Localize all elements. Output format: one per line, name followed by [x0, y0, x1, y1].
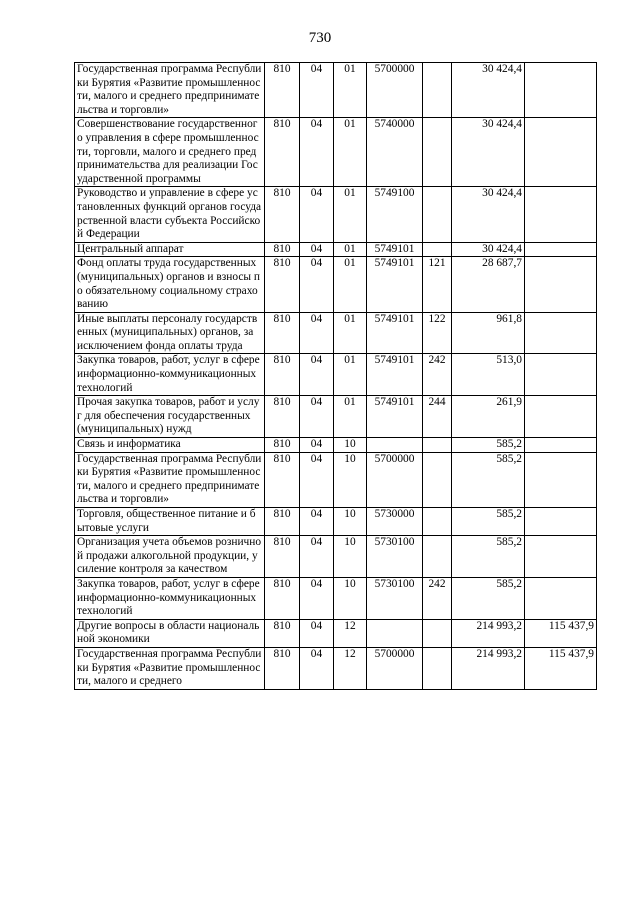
- expense-type-code: [423, 536, 452, 578]
- amount-cell: 28 687,7: [452, 257, 525, 312]
- row-name: Центральный аппарат: [75, 242, 265, 257]
- amount-cell: [525, 452, 597, 507]
- amount-cell: [525, 508, 597, 536]
- subsection-code: 01: [334, 396, 367, 438]
- target-article-code: 5730100: [367, 577, 423, 619]
- expense-type-code: [423, 619, 452, 647]
- subsection-code: 10: [334, 452, 367, 507]
- section-code: 04: [300, 312, 334, 354]
- target-article-code: 5749101: [367, 354, 423, 396]
- ministry-code: 810: [265, 438, 300, 453]
- amount-cell: 513,0: [452, 354, 525, 396]
- expense-type-code: [423, 63, 452, 118]
- subsection-code: 12: [334, 619, 367, 647]
- subsection-code: 10: [334, 508, 367, 536]
- table-row: [75, 396, 597, 438]
- table-row: [75, 257, 597, 312]
- target-article-code: 5730100: [367, 536, 423, 578]
- section-code: 04: [300, 396, 334, 438]
- section-code: 04: [300, 508, 334, 536]
- row-name: Иные выплаты персоналу государственных (муниципальных) органов, за исключением фонда оплаты труда: [75, 312, 265, 354]
- table-row: [75, 536, 597, 578]
- section-code: 04: [300, 536, 334, 578]
- amount-cell: 214 993,2: [452, 647, 525, 689]
- amount-cell: [525, 354, 597, 396]
- section-code: 04: [300, 438, 334, 453]
- subsection-code: 01: [334, 118, 367, 187]
- amount-cell: [525, 63, 597, 118]
- ministry-code: 810: [265, 452, 300, 507]
- table-row: [75, 354, 597, 396]
- amount-cell: 585,2: [452, 536, 525, 578]
- ministry-code: 810: [265, 647, 300, 689]
- subsection-code: 10: [334, 536, 367, 578]
- row-name: Другие вопросы в области национальной экономики: [75, 619, 265, 647]
- amount-cell: 261,9: [452, 396, 525, 438]
- amount-cell: 115 437,9: [525, 619, 597, 647]
- table-row: [75, 452, 597, 507]
- ministry-code: 810: [265, 257, 300, 312]
- amount-cell: [525, 438, 597, 453]
- amount-cell: [525, 118, 597, 187]
- table-row: [75, 242, 597, 257]
- row-name: Государственная программа Республики Бурятия «Развитие промышленности, малого и среднего предпринимательства и торговли»: [75, 63, 265, 118]
- table-row: [75, 63, 597, 118]
- table-row: [75, 312, 597, 354]
- row-name: Прочая закупка товаров, работ и услуг для обеспечения государственных (муниципальных) нужд: [75, 396, 265, 438]
- row-name: Связь и информатика: [75, 438, 265, 453]
- amount-cell: 30 424,4: [452, 63, 525, 118]
- row-name: Государственная программа Республики Бурятия «Развитие промышленности, малого и среднего: [75, 647, 265, 689]
- section-code: 04: [300, 257, 334, 312]
- page-number: 730: [308, 30, 332, 46]
- expense-type-code: [423, 508, 452, 536]
- target-article-code: 5749100: [367, 187, 423, 242]
- row-name: Государственная программа Республики Бурятия «Развитие промышленности, малого и среднего предпринимательства и торговли»: [75, 452, 265, 507]
- table-row: [75, 647, 597, 689]
- target-article-code: 5749101: [367, 312, 423, 354]
- expense-type-code: [423, 242, 452, 257]
- table-row: [75, 619, 597, 647]
- ministry-code: 810: [265, 242, 300, 257]
- subsection-code: 01: [334, 257, 367, 312]
- amount-cell: [525, 242, 597, 257]
- section-code: 04: [300, 242, 334, 257]
- section-code: 04: [300, 187, 334, 242]
- amount-cell: [525, 187, 597, 242]
- target-article-code: 5700000: [367, 63, 423, 118]
- amount-cell: 30 424,4: [452, 118, 525, 187]
- target-article-code: 5749101: [367, 257, 423, 312]
- table-row: [75, 438, 597, 453]
- target-article-code: [367, 438, 423, 453]
- table-row: [75, 118, 597, 187]
- ministry-code: 810: [265, 187, 300, 242]
- expense-type-code: [423, 452, 452, 507]
- section-code: 04: [300, 452, 334, 507]
- amount-cell: 30 424,4: [452, 187, 525, 242]
- row-name: Организация учета объемов розничной продажи алкогольной продукции, усиление контроля за качеством: [75, 536, 265, 578]
- ministry-code: 810: [265, 619, 300, 647]
- section-code: 04: [300, 619, 334, 647]
- ministry-code: 810: [265, 63, 300, 118]
- subsection-code: 12: [334, 647, 367, 689]
- amount-cell: [525, 577, 597, 619]
- expense-type-code: 244: [423, 396, 452, 438]
- row-name: Закупка товаров, работ, услуг в сфере информационно-коммуникационных технологий: [75, 577, 265, 619]
- amount-cell: [525, 312, 597, 354]
- amount-cell: 30 424,4: [452, 242, 525, 257]
- target-article-code: 5730000: [367, 508, 423, 536]
- amount-cell: 585,2: [452, 508, 525, 536]
- subsection-code: 10: [334, 438, 367, 453]
- ministry-code: 810: [265, 118, 300, 187]
- target-article-code: 5749101: [367, 396, 423, 438]
- section-code: 04: [300, 63, 334, 118]
- target-article-code: 5740000: [367, 118, 423, 187]
- amount-cell: 585,2: [452, 452, 525, 507]
- subsection-code: 01: [334, 187, 367, 242]
- row-name: Закупка товаров, работ, услуг в сфере информационно-коммуникационных технологий: [75, 354, 265, 396]
- row-name: Руководство и управление в сфере установленных функций органов государственной власти субъекта Российской Федерации: [75, 187, 265, 242]
- section-code: 04: [300, 354, 334, 396]
- expense-type-code: 122: [423, 312, 452, 354]
- table-row: [75, 577, 597, 619]
- target-article-code: [367, 619, 423, 647]
- amount-cell: 115 437,9: [525, 647, 597, 689]
- target-article-code: 5700000: [367, 647, 423, 689]
- amount-cell: 961,8: [452, 312, 525, 354]
- amount-cell: [525, 257, 597, 312]
- subsection-code: 01: [334, 242, 367, 257]
- expense-type-code: [423, 187, 452, 242]
- expense-type-code: 242: [423, 354, 452, 396]
- expense-type-code: [423, 438, 452, 453]
- table-row: [75, 187, 597, 242]
- table-body: [75, 63, 597, 690]
- expense-type-code: 242: [423, 577, 452, 619]
- section-code: 04: [300, 647, 334, 689]
- ministry-code: 810: [265, 577, 300, 619]
- budget-table: [74, 62, 597, 690]
- row-name: Совершенствование государственного управления в сфере промышленности, торговли, малого и среднего предпринимательства для реализации Государственной программы: [75, 118, 265, 187]
- section-code: 04: [300, 577, 334, 619]
- ministry-code: 810: [265, 396, 300, 438]
- amount-cell: [525, 396, 597, 438]
- table-row: [75, 508, 597, 536]
- target-article-code: 5700000: [367, 452, 423, 507]
- amount-cell: 585,2: [452, 438, 525, 453]
- section-code: 04: [300, 118, 334, 187]
- expense-type-code: [423, 118, 452, 187]
- amount-cell: 214 993,2: [452, 619, 525, 647]
- expense-type-code: 121: [423, 257, 452, 312]
- target-article-code: 5749101: [367, 242, 423, 257]
- subsection-code: 01: [334, 63, 367, 118]
- row-name: Торговля, общественное питание и бытовые услуги: [75, 508, 265, 536]
- ministry-code: 810: [265, 312, 300, 354]
- ministry-code: 810: [265, 508, 300, 536]
- subsection-code: 10: [334, 577, 367, 619]
- row-name: Фонд оплаты труда государственных (муниципальных) органов и взносы по обязательному социальному страхованию: [75, 257, 265, 312]
- subsection-code: 01: [334, 354, 367, 396]
- subsection-code: 01: [334, 312, 367, 354]
- amount-cell: 585,2: [452, 577, 525, 619]
- amount-cell: [525, 536, 597, 578]
- expense-type-code: [423, 647, 452, 689]
- ministry-code: 810: [265, 354, 300, 396]
- ministry-code: 810: [265, 536, 300, 578]
